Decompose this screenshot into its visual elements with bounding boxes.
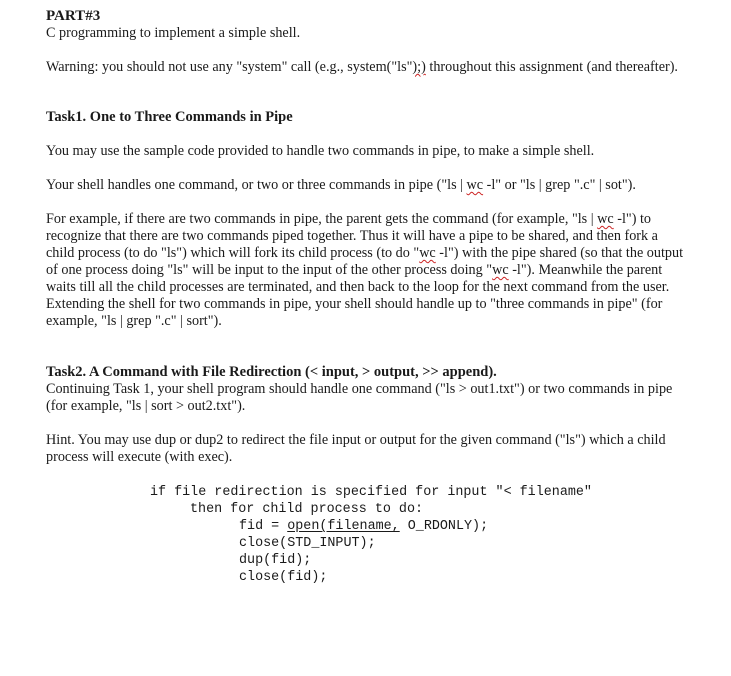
text-run: -l") with the pipe shared (so that the output of one process doing "ls" will be input to the input of the other process doing " (46, 245, 684, 278)
task2-paragraph-1: Continuing Task 1, your shell program should handle one command ("ls > out1.txt") or two commands in pipe (for example, "ls | sort > out2.txt"). (46, 381, 673, 414)
warning-text-start: Warning: you should not use any "system" call (e.g., system("ls" (46, 59, 413, 75)
code-block (46, 484, 686, 586)
subtitle: C programming to implement a simple shell. (46, 25, 301, 41)
task1-paragraph-3 (46, 211, 686, 330)
code-line-1: if file redirection is specified for input "< filename" (150, 485, 592, 500)
document-body (46, 8, 686, 586)
spell-flag: wc (492, 262, 509, 278)
spell-flag: wc (419, 245, 436, 261)
code-line-4: close(STD_INPUT); (239, 536, 376, 551)
code-line-3 (46, 518, 686, 535)
code-token-underlined: open(filename, (287, 519, 400, 534)
text-run: -l"). Meanwhile the parent waits till all the child processes are terminated, and then back to the loop for the next command from the user. Extending the shell for two commands in pipe, your shell should handle up to "three commands in pipe" (for example, "ls | grep ".c" | sort"). (46, 262, 670, 329)
spell-flag: wc (597, 211, 614, 227)
warning-text-end: throughout this assignment (and thereafter). (425, 59, 678, 75)
warning-paragraph (46, 59, 686, 76)
spell-flag: wc (466, 177, 484, 193)
warning-squiggle: );) (412, 59, 426, 75)
code-token: O_RDONLY); (399, 519, 489, 534)
code-line-6: close(fid); (239, 570, 328, 585)
part-title: PART#3 (46, 8, 101, 24)
text-run: For example, if there are two commands in pipe, the parent gets the command (for example, "ls | (46, 211, 598, 227)
text-run: Your shell handles one command, or two or three commands in pipe ("ls | (46, 177, 467, 193)
code-line-5: dup(fid); (239, 553, 312, 568)
task1-heading: Task1. One to Three Commands in Pipe (46, 109, 293, 125)
text-run: -l" or "ls | grep ".c" | sot"). (483, 177, 636, 193)
text-run: -l") to recognize that there are two commands piped together. Thus it will have a pipe to be shared, and then fork a child process (to do "ls") which will fork its child process (to do " (46, 211, 658, 261)
task1-paragraph-1: You may use the sample code provided to handle two commands in pipe, to make a simple shell. (46, 143, 595, 159)
task1-paragraph-2 (46, 177, 686, 194)
hint-paragraph: Hint. You may use dup or dup2 to redirect the file input or output for the given command ("ls") which a child process will execute (with exec). (46, 432, 666, 465)
code-line-2: then for child process to do: (190, 502, 424, 517)
code-token: fid = (239, 519, 288, 534)
task2-heading: Task2. A Command with File Redirection (< input, > output, >> append). (46, 364, 497, 380)
